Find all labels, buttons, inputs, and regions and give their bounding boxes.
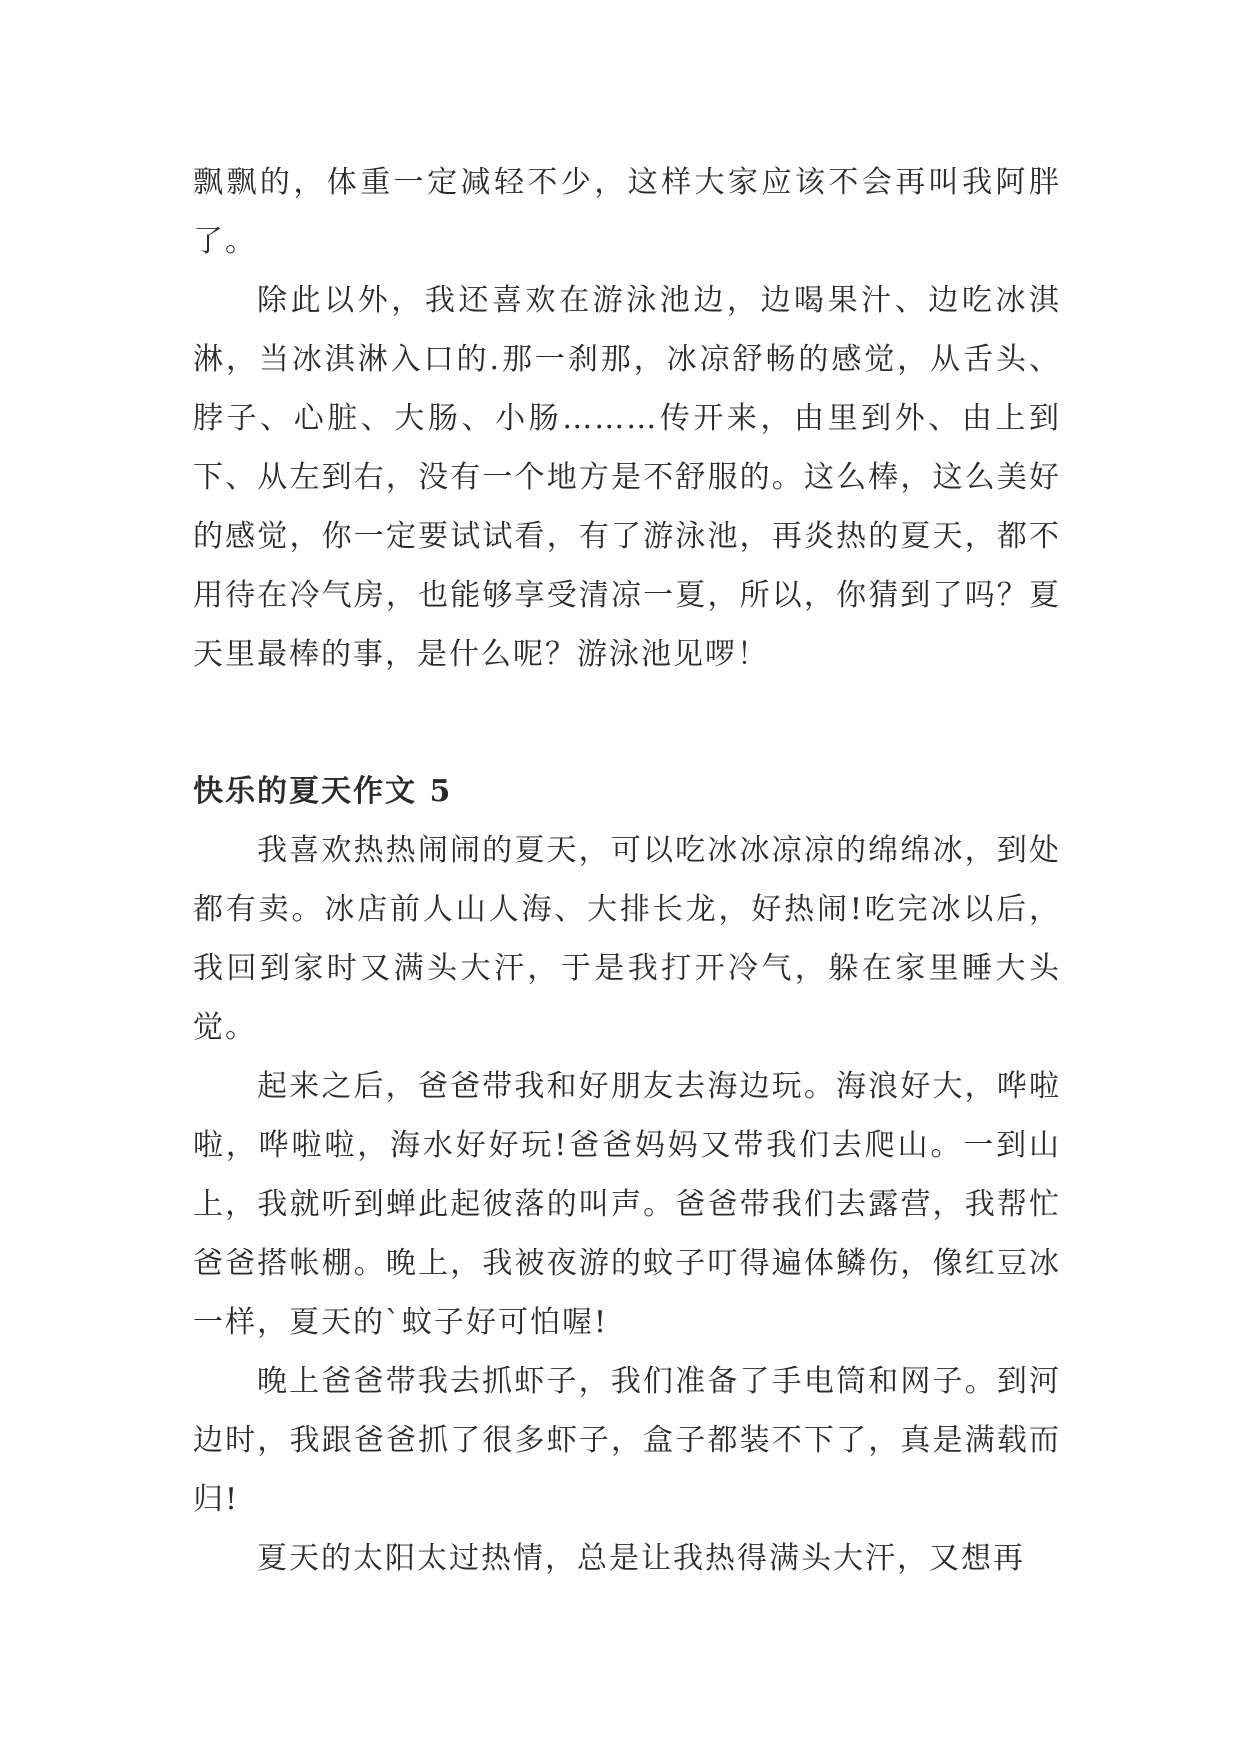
paragraph-sun: 夏天的太阳太过热情，总是让我热得满头大汗，又想再: [257, 1541, 1025, 1576]
paragraph-continuation: 飘飘的，体重一定减轻不少，这样大家应该不会再叫我阿胖了。: [193, 165, 1061, 259]
document-body: [193, 153, 1061, 1588]
paragraph-shrimp: 晚上爸爸带我去抓虾子，我们准备了手电筒和网子。到河边时，我跟爸爸抓了很多虾子，盒子都装不下了，真是满载而归!: [193, 1364, 1061, 1517]
paragraph-swimming-pool: 除此以外，我还喜欢在游泳池边，边喝果汁、边吃冰淇淋，当冰淇淋入口的.那一刹那，冰凉舒畅的感觉，从舌头、脖子、心脏、大肠、小肠………传开来，由里到外、由上到下、从左到右，没有一个地方是不舒服的。这么棒，这么美好的感觉，你一定要试试看，有了游泳池，再炎热的夏天，都不用待在冷气房，也能够享受清凉一夏，所以，你猜到了吗？夏天里最棒的事，是什么呢？游泳池见啰！: [193, 283, 1061, 672]
essay-heading: 快乐的夏天作文 5: [193, 774, 453, 809]
paragraph-beach: 起来之后，爸爸带我和好朋友去海边玩。海浪好大，哗啦啦，哗啦啦，海水好好玩!爸爸妈妈又带我们去爬山。一到山上，我就听到蝉此起彼落的叫声。爸爸带我们去露营，我帮忙爸爸搭帐棚。晚上，我被夜游的蚊子叮得遍体鳞伤，像红豆冰一样，夏天的`蚊子好可怕喔!: [193, 1069, 1061, 1340]
paragraph-ice: 我喜欢热热闹闹的夏天，可以吃冰冰凉凉的绵绵冰，到处都有卖。冰店前人山人海、大排长龙，好热闹!吃完冰以后，我回到家时又满头大汗，于是我打开冷气，躲在家里睡大头觉。: [193, 833, 1061, 1045]
